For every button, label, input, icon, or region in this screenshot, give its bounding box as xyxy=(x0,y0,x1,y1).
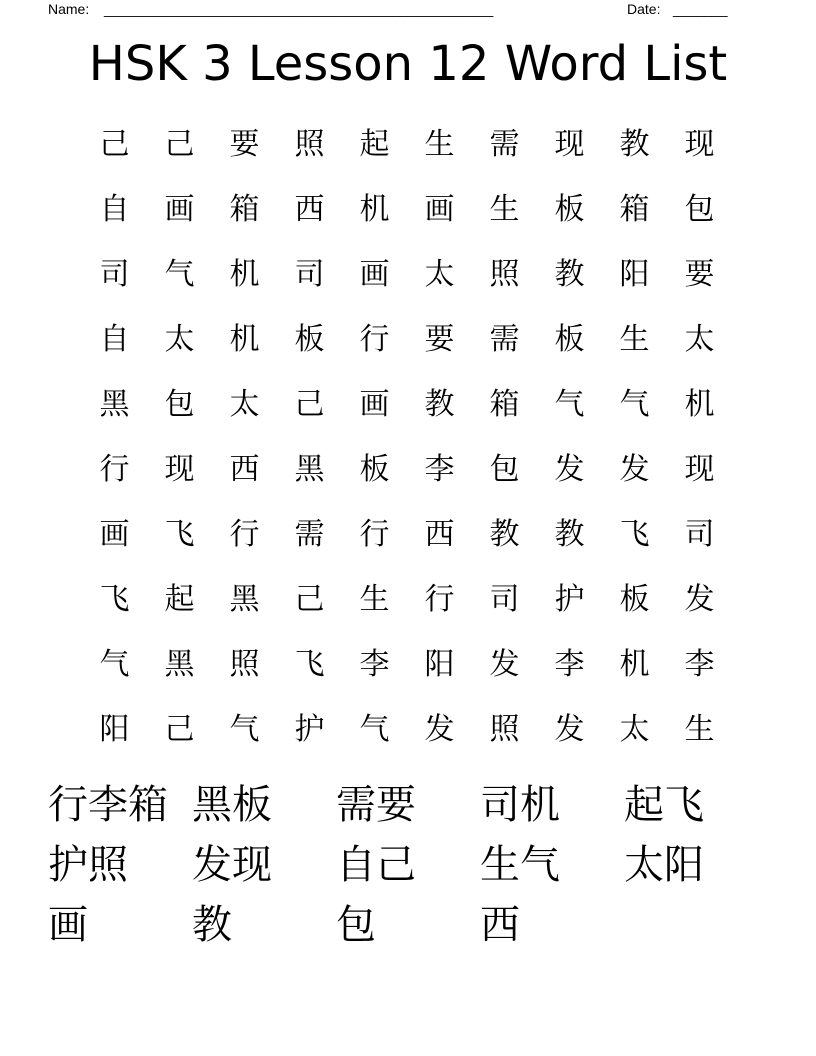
date-label: Date: xyxy=(627,1,661,17)
grid-cell: 画 xyxy=(99,516,130,552)
grid-cell: 画 xyxy=(424,191,455,227)
grid-cell: 板 xyxy=(619,581,650,617)
grid-cell: 自 xyxy=(99,321,130,357)
grid-cell: 需 xyxy=(294,516,325,552)
grid-cell: 黑 xyxy=(229,581,260,617)
grid-cell: 护 xyxy=(294,711,325,747)
grid-cell: 黑 xyxy=(99,386,130,422)
grid-cell: 司 xyxy=(684,516,715,552)
grid-cell: 机 xyxy=(359,191,390,227)
grid-cell: 教 xyxy=(619,126,650,162)
grid-cell: 己 xyxy=(294,581,325,617)
grid-cell: 要 xyxy=(684,256,715,292)
grid-cell: 西 xyxy=(424,516,455,552)
grid-cell: 发 xyxy=(554,711,585,747)
grid-cell: 护 xyxy=(554,581,585,617)
word-list-item: 包 xyxy=(336,902,376,948)
grid-cell: 飞 xyxy=(619,516,650,552)
grid-cell: 飞 xyxy=(294,646,325,682)
word-list-item: 发现 xyxy=(192,842,272,888)
character-grid xyxy=(82,112,732,762)
grid-cell: 发 xyxy=(554,451,585,487)
name-date-line xyxy=(48,0,768,18)
grid-cell: 阳 xyxy=(619,256,650,292)
word-list-item: 太阳 xyxy=(624,842,704,888)
grid-cell: 生 xyxy=(424,126,455,162)
grid-cell: 起 xyxy=(164,581,195,617)
grid-cell: 箱 xyxy=(229,191,260,227)
grid-cell: 箱 xyxy=(619,191,650,227)
grid-cell: 画 xyxy=(359,386,390,422)
word-list-item: 生气 xyxy=(480,842,560,888)
date-blank-line: _______ xyxy=(673,1,728,17)
grid-cell: 板 xyxy=(359,451,390,487)
grid-cell: 现 xyxy=(164,451,195,487)
grid-cell: 气 xyxy=(229,711,260,747)
grid-cell: 机 xyxy=(684,386,715,422)
grid-cell: 板 xyxy=(554,321,585,357)
grid-cell: 包 xyxy=(684,191,715,227)
grid-cell: 西 xyxy=(294,191,325,227)
grid-cell: 画 xyxy=(359,256,390,292)
grid-cell: 照 xyxy=(229,646,260,682)
word-list-item: 教 xyxy=(192,902,232,948)
word-list-item: 画 xyxy=(48,902,88,948)
grid-cell: 己 xyxy=(164,126,195,162)
grid-cell: 李 xyxy=(424,451,455,487)
grid-cell: 生 xyxy=(619,321,650,357)
grid-cell: 飞 xyxy=(99,581,130,617)
grid-cell: 太 xyxy=(684,321,715,357)
grid-cell: 飞 xyxy=(164,516,195,552)
grid-cell: 李 xyxy=(684,646,715,682)
grid-cell: 现 xyxy=(554,126,585,162)
grid-cell: 机 xyxy=(229,256,260,292)
grid-cell: 气 xyxy=(554,386,585,422)
grid-cell: 照 xyxy=(294,126,325,162)
grid-cell: 己 xyxy=(99,126,130,162)
grid-cell: 司 xyxy=(489,581,520,617)
grid-cell: 发 xyxy=(684,581,715,617)
word-list-item: 司机 xyxy=(480,782,560,828)
word-list-item: 起飞 xyxy=(624,782,704,828)
grid-cell: 太 xyxy=(424,256,455,292)
grid-cell: 行 xyxy=(99,451,130,487)
grid-cell: 太 xyxy=(229,386,260,422)
grid-cell: 黑 xyxy=(164,646,195,682)
grid-cell: 现 xyxy=(684,451,715,487)
grid-cell: 板 xyxy=(554,191,585,227)
grid-cell: 行 xyxy=(424,581,455,617)
word-list-item: 需要 xyxy=(336,782,416,828)
grid-cell: 包 xyxy=(164,386,195,422)
grid-cell: 阳 xyxy=(424,646,455,682)
grid-cell: 要 xyxy=(229,126,260,162)
grid-cell: 起 xyxy=(359,126,390,162)
grid-cell: 行 xyxy=(359,516,390,552)
grid-cell: 气 xyxy=(619,386,650,422)
grid-cell: 教 xyxy=(489,516,520,552)
word-list-item: 护照 xyxy=(48,842,128,888)
grid-cell: 阳 xyxy=(99,711,130,747)
word-list-item: 自己 xyxy=(336,842,416,888)
page-title: HSK 3 Lesson 12 Word List xyxy=(88,36,728,92)
grid-cell: 李 xyxy=(554,646,585,682)
grid-cell: 照 xyxy=(489,711,520,747)
word-list-item: 西 xyxy=(480,902,520,948)
grid-cell: 生 xyxy=(359,581,390,617)
grid-cell: 行 xyxy=(229,516,260,552)
grid-cell: 画 xyxy=(164,191,195,227)
grid-cell: 生 xyxy=(489,191,520,227)
grid-cell: 要 xyxy=(424,321,455,357)
grid-cell: 教 xyxy=(424,386,455,422)
name-blank-line: __________________________________________________ xyxy=(104,1,494,17)
grid-cell: 气 xyxy=(99,646,130,682)
word-list xyxy=(48,775,768,955)
grid-cell: 发 xyxy=(619,451,650,487)
grid-cell: 黑 xyxy=(294,451,325,487)
grid-cell: 发 xyxy=(489,646,520,682)
grid-cell: 己 xyxy=(164,711,195,747)
grid-cell: 西 xyxy=(229,451,260,487)
grid-cell: 司 xyxy=(294,256,325,292)
grid-cell: 需 xyxy=(489,321,520,357)
grid-cell: 发 xyxy=(424,711,455,747)
grid-cell: 需 xyxy=(489,126,520,162)
word-list-item: 行李箱 xyxy=(48,782,168,828)
grid-cell: 司 xyxy=(99,256,130,292)
grid-cell: 气 xyxy=(359,711,390,747)
word-list-item: 黑板 xyxy=(192,782,272,828)
grid-cell: 现 xyxy=(684,126,715,162)
grid-cell: 教 xyxy=(554,516,585,552)
grid-cell: 包 xyxy=(489,451,520,487)
grid-cell: 己 xyxy=(294,386,325,422)
grid-cell: 李 xyxy=(359,646,390,682)
grid-cell: 教 xyxy=(554,256,585,292)
grid-cell: 箱 xyxy=(489,386,520,422)
grid-cell: 自 xyxy=(99,191,130,227)
grid-cell: 生 xyxy=(684,711,715,747)
grid-cell: 机 xyxy=(619,646,650,682)
grid-cell: 太 xyxy=(164,321,195,357)
grid-cell: 照 xyxy=(489,256,520,292)
grid-cell: 板 xyxy=(294,321,325,357)
grid-cell: 太 xyxy=(619,711,650,747)
grid-cell: 气 xyxy=(164,256,195,292)
grid-cell: 行 xyxy=(359,321,390,357)
grid-cell: 机 xyxy=(229,321,260,357)
name-label: Name: xyxy=(48,1,90,17)
